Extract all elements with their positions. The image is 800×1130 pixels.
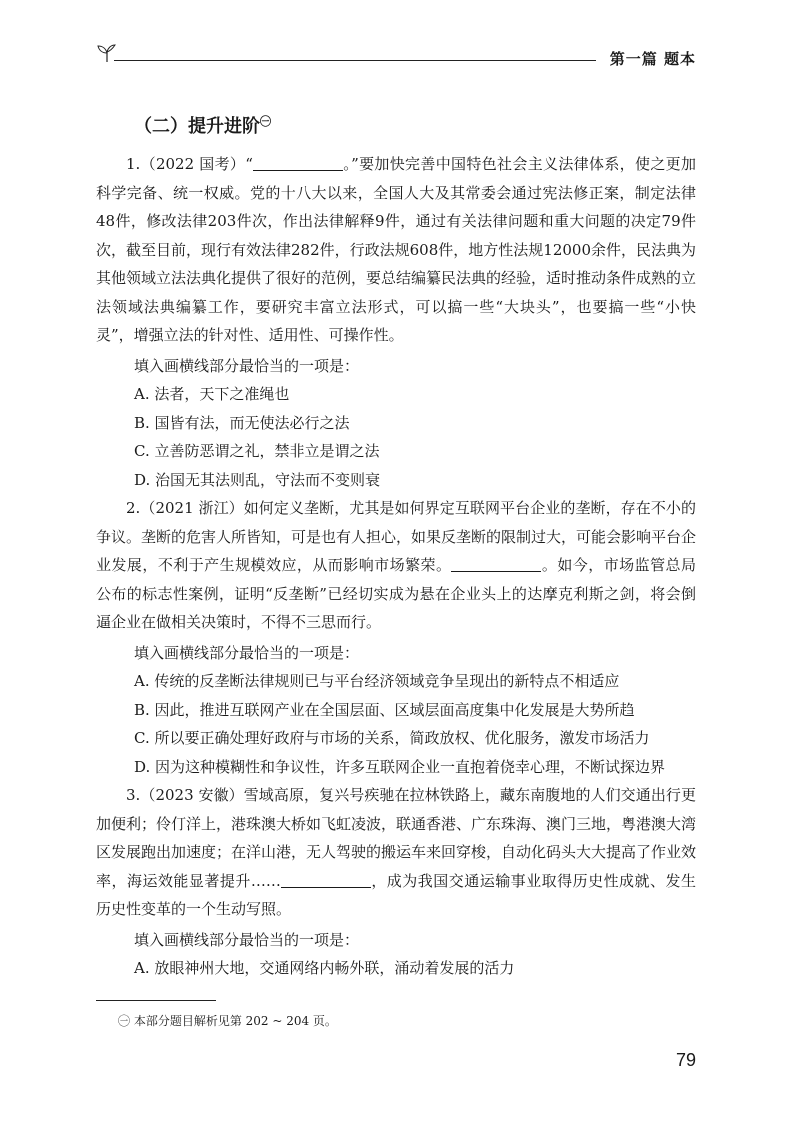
page-header — [96, 40, 696, 70]
question-3-text-before: 3.（2023 安徽）雪域高原，复兴号疾驰在拉林铁路上，藏东南腹地的人们交通出行更加便利；伶仃洋上，港珠澳大桥如飞虹凌波，联通香港、广东珠海、澳门三地，粤港澳大湾区发展跑出加速度；在洋山港，无人驾驶的搬运车来回穿梭，自动化码头大大提高了作业效率，海运效能显著提升…… — [96, 786, 697, 890]
question-3-option-a: A. 放眼神州大地，交通网络内畅外联，涌动着发展的活力 — [134, 959, 515, 977]
section-title-text: （二）提升进阶 — [134, 116, 260, 137]
question-1-option-a: A. 法者，天下之准绳也 — [134, 385, 290, 403]
question-1-option-c: C. 立善防恶谓之礼，禁非立是谓之法 — [134, 442, 380, 460]
answer-blank — [253, 154, 343, 171]
question-2-stem — [96, 494, 696, 637]
page-number: 79 — [675, 1050, 696, 1070]
question-2-text-before: 2.（2021 浙江）如何定义垄断，尤其是如何界定互联网平台企业的垄断，存在不小的争议。垄断的危害人所皆知，可是也有人担心，如果反垄断的限制过大，可能会影响平台企业发展，不利于产生规模效应，从而影响市场繁荣。 — [96, 499, 697, 574]
footnote-mark: ㊀ — [260, 115, 271, 128]
question-1-source: 1.（2022 国考）“ — [126, 155, 253, 173]
question-1-prompt: 填入画横线部分最恰当的一项是： — [134, 356, 360, 375]
question-2-option-b: B. 因此，推进互联网产业在全国层面、区域层面高度集中化发展是大势所趋 — [134, 700, 635, 719]
part-label: 第一篇 题本 — [609, 50, 696, 68]
page-content — [96, 112, 696, 983]
question-3-prompt: 填入画横线部分最恰当的一项是： — [134, 930, 360, 949]
question-1-option-b: B. 国皆有法，而无使法必行之法 — [134, 413, 350, 432]
answer-blank — [281, 871, 371, 888]
question-2-prompt: 填入画横线部分最恰当的一项是： — [134, 643, 360, 662]
footnote: ㊀ 本部分题目解析见第 202 ~ 204 页。 — [118, 1014, 337, 1028]
section-title — [134, 112, 696, 138]
footnote-rule — [96, 1000, 216, 1001]
question-1-stem — [96, 150, 696, 350]
question-2-option-a: A. 传统的反垄断法律规则已与平台经济领域竞争呈现出的新特点不相适应 — [134, 672, 620, 690]
question-3-text-after: ，成为我国交通运输事业取得历史性成就、发生历史性变革的一个生动写照。 — [96, 871, 696, 918]
question-1-text: 。”要加快完善中国特色社会主义法律体系，使之更加科学完备、统一权威。党的十八大以来，全国人大及其常委会通过宪法修正案，制定法律48件，修改法律203件次，作出法律解释9件，通过有关法律问题和重大问题的决定79件次，截至目前，现行有效法律282件，行政法规608件，地方性法规12000余件，民法典为其他领域立法法典化提供了很好的范例，要总结编纂民法典的经验，适时推动条件成熟的立法领域法典编纂工作，要研究丰富立法形式，可以搞一些“大块头”，也要搞一些“小快灵”，增强立法的针对性、适用性、可操作性。 — [96, 155, 697, 344]
question-2-option-d: D. 因为这种模糊性和争议性，许多互联网企业一直抱着侥幸心理，不断试探边界 — [134, 757, 666, 776]
question-1-option-d: D. 治国无其法则乱，守法而不变则衰 — [134, 470, 381, 489]
question-2-text-after: 。如今，市场监管总局公布的标志性案例，证明“反垄断”已经切实成为悬在企业头上的达摩克利斯之剑，将会倒逼企业在做相关决策时，不得不三思而行。 — [96, 556, 696, 631]
question-3-stem — [96, 781, 696, 924]
answer-blank — [451, 555, 541, 572]
question-2-option-c: C. 所以要正确处理好政府与市场的关系，简政放权、优化服务，激发市场活力 — [134, 729, 650, 747]
header-rule — [114, 60, 596, 61]
